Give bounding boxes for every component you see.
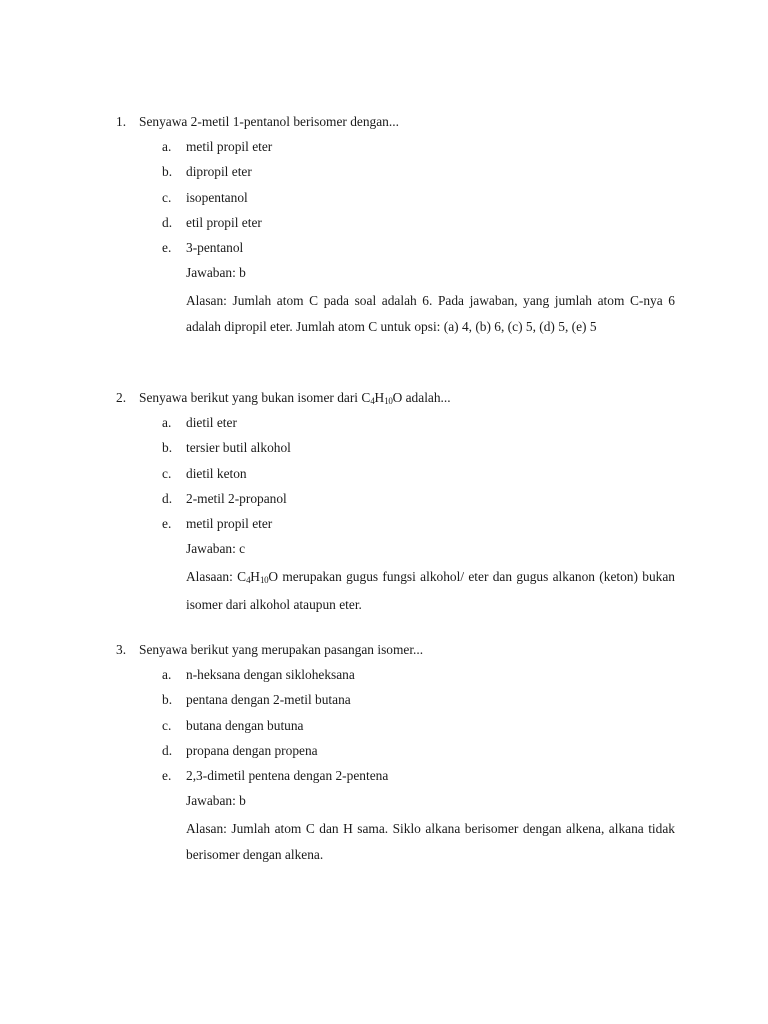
option-letter: a.: [162, 139, 172, 155]
subscript: 10: [384, 396, 393, 406]
option-text: dietil eter: [186, 415, 237, 431]
reason-part: Alasaan: C: [186, 569, 247, 585]
option-letter: e.: [162, 239, 172, 255]
option-letter: c.: [162, 717, 172, 733]
option-d: [0, 489, 768, 514]
answer-text: Jawaban: c: [186, 541, 246, 557]
option-a: [0, 137, 768, 162]
option-letter: c.: [162, 189, 172, 205]
option-text: 2-metil 2-propanol: [186, 490, 287, 506]
option-text: butana dengan butuna: [186, 717, 304, 733]
answer-line: [0, 791, 768, 816]
option-text: isopentanol: [186, 189, 248, 205]
option-e: [0, 514, 768, 539]
answer-text: Jawaban: b: [186, 793, 246, 809]
question-number: 3.: [116, 642, 127, 657]
option-text: metil propil eter: [186, 139, 273, 155]
option-text: propana dengan propena: [186, 742, 318, 758]
question-stem: [0, 112, 768, 137]
option-text: n-heksana dengan sikloheksana: [186, 667, 355, 683]
option-letter: b.: [162, 440, 173, 456]
answer-line: [0, 539, 768, 564]
reason-text: Alasan: Jumlah atom C pada soal adalah 6. Pada jawaban, yang jumlah atom C-nya 6 adalah dipropil eter. Jumlah atom C untuk opsi: (a) 4, (b) 6, (c) 5, (d) 5, (e) 5: [186, 293, 675, 334]
option-e: [0, 766, 768, 791]
subscript: 10: [259, 575, 269, 586]
option-letter: a.: [162, 415, 172, 431]
option-d: [0, 213, 768, 238]
option-d: [0, 741, 768, 766]
option-letter: e.: [162, 767, 172, 783]
option-letter: d.: [162, 490, 173, 506]
reason-line: [0, 564, 768, 616]
option-text: etil propil eter: [186, 214, 262, 230]
question-text: Senyawa berikut yang merupakan pasangan isomer...: [139, 642, 424, 657]
option-b: [0, 690, 768, 715]
question-number: 2.: [116, 390, 127, 405]
option-letter: b.: [162, 692, 173, 708]
question-3: [0, 640, 768, 867]
option-a: [0, 413, 768, 438]
question-2: [0, 388, 768, 617]
answer-line: [0, 263, 768, 288]
question-text: Senyawa 2-metil 1-pentanol berisomer dengan...: [139, 114, 399, 129]
subscript: 4: [246, 575, 251, 586]
option-letter: d.: [162, 214, 173, 230]
option-e: [0, 238, 768, 263]
reason-line: [0, 816, 768, 866]
option-letter: e.: [162, 515, 172, 531]
option-a: [0, 665, 768, 690]
option-b: [0, 162, 768, 187]
option-letter: b.: [162, 164, 173, 180]
reason-part: O merupakan gugus fungsi alkohol/ eter dan gugus alkanon (keton) bukan isomer dari alkohol ataupun eter.: [186, 569, 675, 612]
question-text: [139, 388, 451, 409]
option-letter: a.: [162, 667, 172, 683]
option-text: 3-pentanol: [186, 239, 244, 255]
option-letter: c.: [162, 465, 172, 481]
option-text: 2,3-dimetil pentena dengan 2-pentena: [186, 767, 389, 783]
reason-part: H: [250, 569, 260, 585]
reason-line: [0, 288, 768, 338]
option-c: [0, 716, 768, 741]
question-stem: [0, 640, 768, 665]
reason-text: Alasan: Jumlah atom C dan H sama. Siklo alkana berisomer dengan alkena, alkana tidak berisomer dengan alkena.: [186, 821, 675, 862]
option-text: metil propil eter: [186, 515, 273, 531]
stem-part: O adalah...: [392, 390, 451, 405]
option-text: tersier butil alkohol: [186, 440, 291, 456]
answer-text: Jawaban: b: [186, 265, 246, 281]
option-c: [0, 464, 768, 489]
reason-text: [186, 564, 675, 616]
option-text: pentana dengan 2-metil butana: [186, 692, 351, 708]
subscript: 4: [370, 396, 375, 406]
option-c: [0, 188, 768, 213]
question-1: [0, 112, 768, 339]
option-b: [0, 438, 768, 463]
stem-part: H: [374, 390, 385, 405]
option-text: dipropil eter: [186, 164, 252, 180]
option-letter: d.: [162, 742, 173, 758]
question-number: 1.: [116, 114, 127, 129]
question-stem: [0, 388, 768, 413]
option-text: dietil keton: [186, 465, 247, 481]
stem-part: Senyawa berikut yang bukan isomer dari C: [139, 390, 371, 405]
